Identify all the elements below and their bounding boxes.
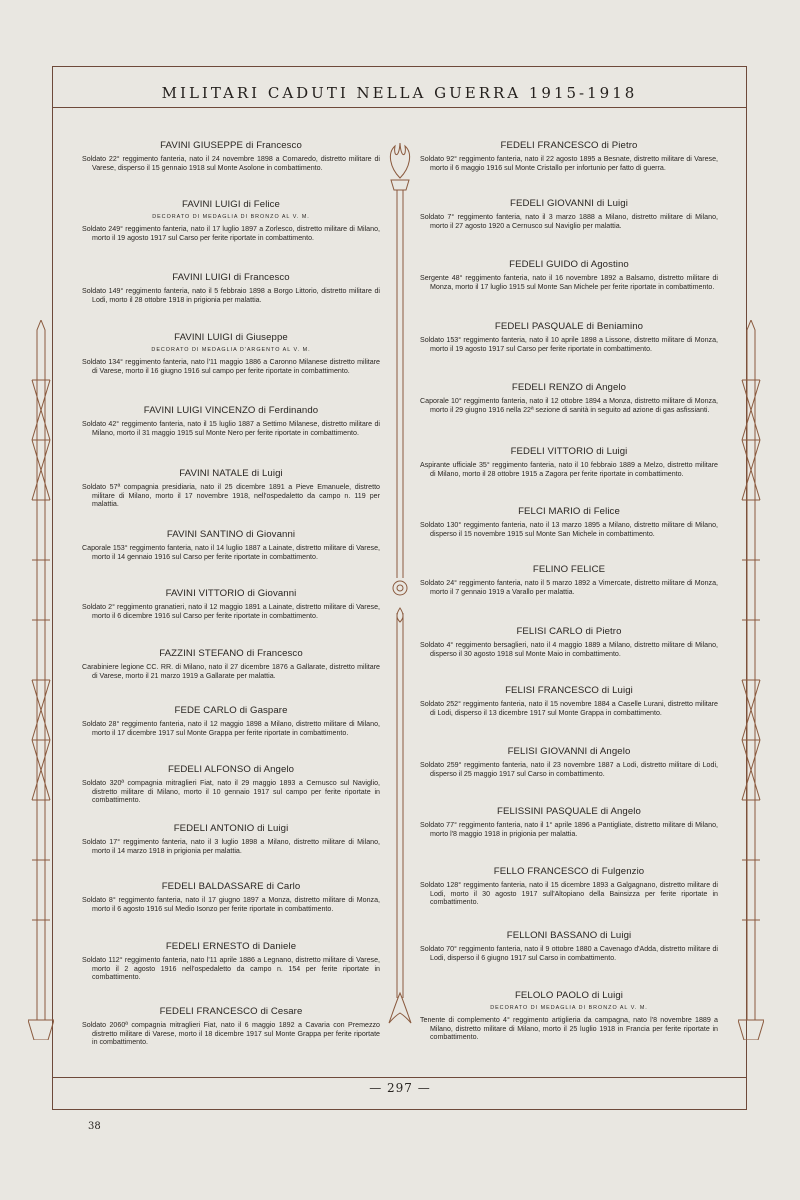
page-number: — 297 —: [369, 1081, 431, 1095]
entry-text: Soldato 128° reggimento fanteria, nato il 15 dicembre 1893 a Galgagnano, distretto militare di Lodi, morto il 30 agosto 1917 sull'Altopiano della Bainsizza per ferite riportate in combattimento.: [420, 881, 718, 907]
entry-text: Soldato 7° reggimento fanteria, nato il 3 marzo 1888 a Milano, distretto militare di Milano, morto il 27 agosto 1920 a Cernusco sul Naviglio per malattia.: [420, 213, 718, 230]
entry: [82, 648, 380, 680]
entry-text: Soldato 70° reggimento fanteria, nato il 9 ottobre 1880 a Cavenago d'Adda, distretto militare di Lodi, disperso il 6 giugno 1917 sul Carso in combattimento.: [420, 945, 718, 962]
entry-name: FAVINI VITTORIO di Giovanni: [165, 588, 297, 599]
title-bar: [52, 66, 747, 108]
right-sword-ornament-icon: [738, 320, 764, 1040]
entry-text: Soldato 153° reggimento fanteria, nato il 10 aprile 1898 a Lissone, distretto militare di Monza, morto il 19 agosto 1917 sul Carso per ferite riportate in combattimento.: [420, 336, 718, 353]
entry-text: Aspirante ufficiale 35° reggimento fanteria, nato il 10 febbraio 1889 a Melzo, distretto militare di Milano, morto il 28 ottobre 1915 a Zagora per ferite riportate in combattimento.: [420, 461, 718, 478]
entry-text: Soldato 28° reggimento fanteria, nato il 12 maggio 1898 a Milano, distretto militare di Milano, morto il 17 dicembre 1917 sul Monte Grappa per ferite riportate in combattimento.: [82, 720, 380, 737]
entry: [82, 823, 380, 855]
entry: [420, 990, 718, 1042]
entry: [82, 405, 380, 437]
entry: [82, 199, 380, 242]
entry-name: FEDELI ERNESTO di Daniele: [165, 941, 297, 952]
entry-name: FELINO FELICE: [532, 564, 606, 575]
entry: [420, 198, 718, 230]
entry-text: Caporale 153° reggimento fanteria, nato il 14 luglio 1887 a Lainate, distretto militare di Varese, morto il 14 gennaio 1916 sul Carso per ferite riportate in combattimento.: [82, 544, 380, 561]
entry-name: FAVINI SANTINO di Giovanni: [166, 529, 296, 540]
entry: [82, 1006, 380, 1047]
entry-name: FEDELI ANTONIO di Luigi: [173, 823, 289, 834]
entry: [82, 529, 380, 561]
entry: [420, 685, 718, 717]
entry: [420, 140, 718, 172]
entry-name: FAVINI LUIGI VINCENZO di Ferdinando: [143, 405, 319, 416]
entry-text: Soldato 8° reggimento fanteria, nato il 17 giugno 1897 a Monza, distretto militare di Monza, morto il 6 agosto 1916 sul Medio Isonzo per ferite riportate in combattimento.: [82, 896, 380, 913]
center-torch-ornament-icon: [385, 138, 415, 1038]
entry: [420, 564, 718, 596]
entry: [420, 866, 718, 907]
entry-name: FEDELI GUIDO di Agostino: [509, 259, 629, 270]
entry-name: FAVINI LUIGI di Felice: [182, 199, 280, 210]
entry-text: Soldato 42° reggimento fanteria, nato il 15 luglio 1887 a Settimo Milanese, distretto militare di Milano, morto il 31 maggio 1915 sul Monte Nero per ferite riportate in combattimento.: [82, 420, 380, 437]
entry-text: Soldato 2060ª compagnia mitraglieri Fiat, nato il 6 maggio 1892 a Cavaria con Premezzo distretto militare di Varese, morto il 18 dicembre 1917 sul Monte Grappa per ferite riportate in combattimento.: [82, 1021, 380, 1047]
entry-name: FEDELI PASQUALE di Beniamino: [494, 321, 644, 332]
entry: [420, 930, 718, 962]
entry-decoration: DECORATO DI MEDAGLIA D'ARGENTO AL V. M.: [151, 347, 311, 353]
entry-name: FEDELI GIOVANNI di Luigi: [510, 198, 628, 209]
entry: [82, 140, 380, 172]
entry-text: Soldato 320ª compagnia mitraglieri Fiat, nato il 29 maggio 1893 a Cernusco sul Naviglio, distretto militare di Milano, morto il 10 gennaio 1917 sul campo per ferite riportate in combattimento.: [82, 779, 380, 805]
entry-name: FELLO FRANCESCO di Fulgenzio: [493, 866, 645, 877]
entry-name: FAVINI NATALE di Luigi: [179, 468, 283, 479]
entry-text: Soldato 4° reggimento bersaglieri, nato il 4 maggio 1889 a Milano, distretto militare di Milano, disperso il 30 agosto 1918 sul Monte Maio in combattimento.: [420, 641, 718, 658]
entry: [82, 941, 380, 982]
entry-name: FEDELI FRANCESCO di Pietro: [500, 140, 638, 151]
entry: [420, 806, 718, 838]
entry-name: FAVINI LUIGI di Giuseppe: [174, 332, 288, 343]
entry: [420, 506, 718, 538]
entry-text: Soldato 130° reggimento fanteria, nato il 13 marzo 1895 a Milano, distretto militare di Milano, disperso il 15 novembre 1915 sul Monte San Michele in combattimento.: [420, 521, 718, 538]
entry-name: FELISI CARLO di Pietro: [516, 626, 622, 637]
entry-name: FELISSINI PASQUALE di Angelo: [497, 806, 641, 817]
entry: [82, 468, 380, 509]
entry-name: FELCI MARIO di Felice: [518, 506, 620, 517]
entry: [420, 626, 718, 658]
entry: [82, 332, 380, 375]
left-sword-ornament-icon: [28, 320, 54, 1040]
entry: [82, 588, 380, 620]
entry: [82, 705, 380, 737]
entry-text: Soldato 134° reggimento fanteria, nato l'11 maggio 1886 a Caronno Milanese distretto militare di Varese, morto il 16 giugno 1916 sul campo per ferite riportate in combattimento.: [82, 358, 380, 375]
entry-text: Soldato 24° reggimento fanteria, nato il 5 marzo 1892 a Vimercate, distretto militare di Monza, morto il 7 gennaio 1919 a Varallo per malattia.: [420, 579, 718, 596]
entry: [420, 746, 718, 778]
entry-name: FELISI FRANCESCO di Luigi: [505, 685, 633, 696]
entry-name: FAZZINI STEFANO di Francesco: [159, 648, 303, 659]
entry-name: FEDELI BALDASSARE di Carlo: [161, 881, 301, 892]
entry-name: FAVINI LUIGI di Francesco: [172, 272, 290, 283]
entry: [420, 321, 718, 353]
entry-text: Soldato 2° reggimento granatieri, nato il 12 maggio 1891 a Lainate, distretto militare di Varese, morto il 6 dicembre 1916 sul Carso per ferite riportate in combattimento.: [82, 603, 380, 620]
entry-text: Soldato 259° reggimento fanteria, nato il 23 novembre 1887 a Lodi, distretto militare di Lodi, disperso il 25 maggio 1917 sul Carso in combattimento.: [420, 761, 718, 778]
entry: [82, 272, 380, 304]
entry-name: FELOLO PAOLO di Luigi: [514, 990, 624, 1001]
entry: [420, 259, 718, 291]
entry-name: FEDELI ALFONSO di Angelo: [167, 764, 295, 775]
page-title: MILITARI CADUTI NELLA GUERRA 1915-1918: [161, 84, 638, 102]
entry: [420, 446, 718, 478]
entry-name: FAVINI GIUSEPPE di Francesco: [160, 140, 302, 151]
entry-name: FEDELI RENZO di Angelo: [511, 382, 627, 393]
entry-text: Carabiniere legione CC. RR. di Milano, nato il 27 dicembre 1876 a Gallarate, distretto militare di Varese, morto il 21 marzo 1919 a Gallarate per malattia.: [82, 663, 380, 680]
entry: [82, 764, 380, 805]
entry-name: FELISI GIOVANNI di Angelo: [507, 746, 631, 757]
entry-text: Soldato 92° reggimento fanteria, nato il 22 agosto 1895 a Besnate, distretto militare di Varese, morto il 6 maggio 1916 sul Monte Cristallo per infortunio per fatto di guerra.: [420, 155, 718, 172]
entry-text: Sergente 48° reggimento fanteria, nato il 16 novembre 1892 a Balsamo, distretto militare di Monza, morto il 17 luglio 1915 sul Monte San Michele per ferite riportate in combattimento.: [420, 274, 718, 291]
entry-text: Soldato 149° reggimento fanteria, nato il 5 febbraio 1898 a Borgo Littorio, distretto militare di Lodi, morto il 28 ottobre 1918 in prigionia per malattia.: [82, 287, 380, 304]
entry-text: Soldato 17° reggimento fanteria, nato il 3 luglio 1898 a Milano, distretto militare di Milano, morto il 14 marzo 1918 in prigionia per malattia.: [82, 838, 380, 855]
entry-text: Tenente di complemento 4° reggimento artiglieria da campagna, nato l'8 novembre 1889 a Milano, distretto militare di Milano, morto il 25 luglio 1918 in Francia per ferite riportate in combattimento.: [420, 1016, 718, 1042]
entry-text: Soldato 112° reggimento fanteria, nato l'11 aprile 1886 a Legnano, distretto militare di Varese, morto il 2 agosto 1916 nell'ospedaletto da campo n. 154 per ferite riportate in combattimento.: [82, 956, 380, 982]
entry-decoration: DECORATO DI MEDAGLIA DI BRONZO AL V. M.: [490, 1005, 648, 1011]
entry-name: FELLONI BASSANO di Luigi: [506, 930, 632, 941]
entry-decoration: DECORATO DI MEDAGLIA DI BRONZO AL V. M.: [152, 214, 310, 220]
entry-name: FEDELI FRANCESCO di Cesare: [159, 1006, 303, 1017]
entry-name: FEDE CARLO di Gaspare: [174, 705, 288, 716]
entry-name: FEDELI VITTORIO di Luigi: [510, 446, 628, 457]
footer-rule: [52, 1077, 747, 1078]
entry-text: Soldato 77° reggimento fanteria, nato il 1° aprile 1896 a Pantigliate, distretto militare di Milano, morto l'8 maggio 1918 in prigionia per malattia.: [420, 821, 718, 838]
entry: [82, 881, 380, 913]
entry-text: Soldato 22° reggimento fanteria, nato il 24 novembre 1898 a Cornaredo, distretto militare di Varese, disperso il 15 gennaio 1918 sul Monte Asolone in combattimento.: [82, 155, 380, 172]
entry-text: Soldato 57ª compagnia presidiaria, nato il 25 dicembre 1891 a Pieve Emanuele, distretto militare di Milano, morto il 17 novembre 1918, nell'ospedaletto da campo n. 119 per malattia.: [82, 483, 380, 509]
entry-text: Soldato 252° reggimento fanteria, nato il 15 novembre 1884 a Caselle Lurani, distretto militare di Lodi, disperso il 13 dicembre 1917 sul Monte Grappa in combattimento.: [420, 700, 718, 717]
entry-text: Caporale 10° reggimento fanteria, nato il 12 ottobre 1894 a Monza, distretto militare di Monza, morto il 29 giugno 1916 nella 22ª sezione di sanità in seguito ad azione di gas asfissianti.: [420, 397, 718, 414]
entry-text: Soldato 249° reggimento fanteria, nato il 17 luglio 1897 a Zorlesco, distretto militare di Milano, morto il 19 agosto 1917 sul Carso per ferite riportate in combattimento.: [82, 225, 380, 242]
entry: [420, 382, 718, 414]
scan-number: 38: [88, 1121, 101, 1132]
